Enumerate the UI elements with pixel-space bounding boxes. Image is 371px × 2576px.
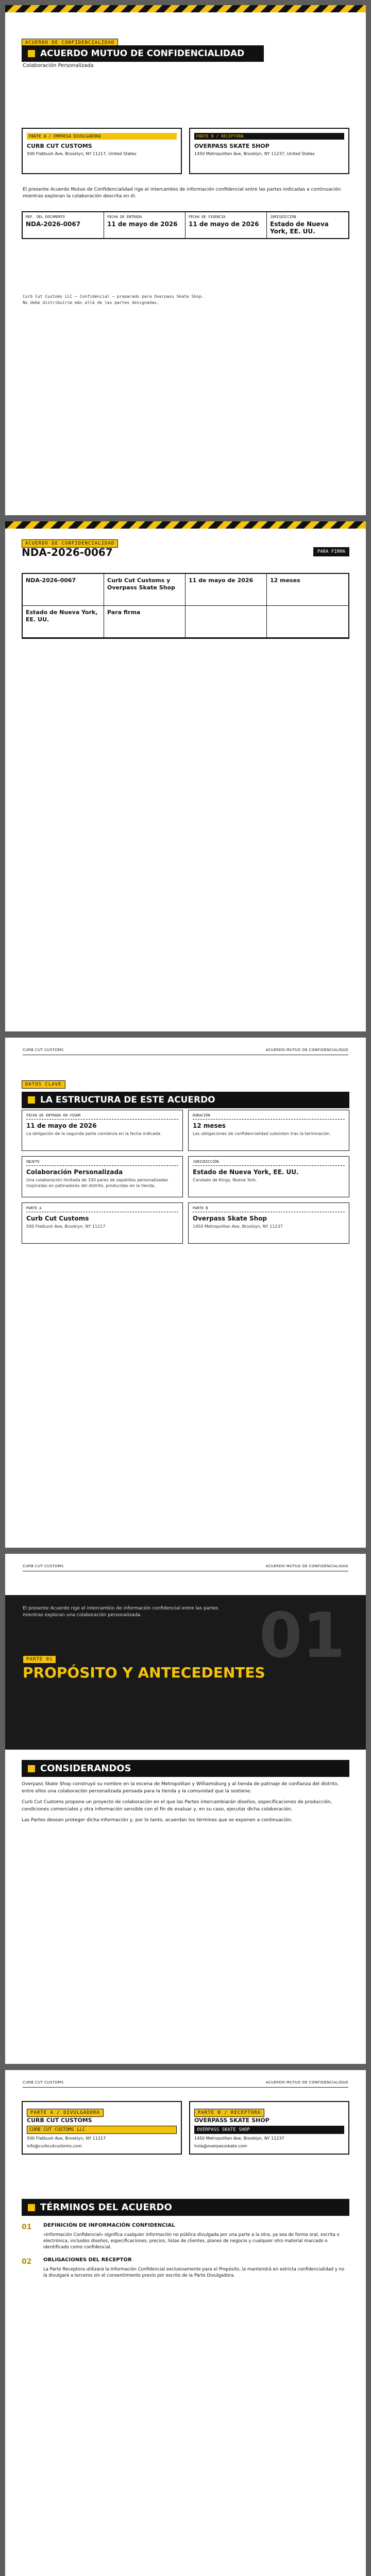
page-terms: [5, 2070, 366, 2576]
document-tag: ACUERDO DE CONFIDENCIALIDAD: [22, 36, 118, 47]
section-hero: 01 El presente Acuerdo rige el intercambio de información confidencial entre las partes mientras exploran una colaboración personalizada. PARTE 01 PROPÓSITO Y ANTECEDENTES: [5, 1595, 366, 1750]
summary-cell: NDA-2026-0067: [23, 574, 104, 606]
party-b-card: PARTE B / RECEPTORA OVERPASS SKATE SHOP 1450 Metropolitan Ave, Brooklyn, NY 11237, United States: [189, 128, 349, 174]
structure-cell: JURISDICCIÓN Estado de Nueva York, EE. UU. Condado de Kings, Nueva York.: [188, 1156, 349, 1197]
section-number: 01: [259, 1600, 345, 1672]
party-row: [22, 2101, 349, 2155]
meta-cell: FECHA DE ENTRADA 11 de mayo de 2026: [104, 212, 185, 238]
bullet-icon: [28, 50, 35, 57]
party-b-card: PARTE B / RECEPTORA OVERPASS SKATE SHOP OVERPASS SKATE SHOP 1450 Metropolitan Ave, Brooklyn, NY 11237 hola@overpassskate.com: [189, 2101, 349, 2155]
page-structure: [5, 1038, 366, 1548]
cover-intro: El presente Acuerdo Mutuo de Confidencialidad rige el intercambio de información confidencial entre las partes indicadas a continuación mientras exploran la colaboración descrita en él.: [23, 187, 341, 199]
summary-cell: [267, 606, 348, 638]
document-subtitle: Colaboración Personalizada: [23, 63, 94, 69]
page-title: ACUERDO MUTUO DE CONFIDENCIALIDAD: [22, 45, 264, 62]
bullet-icon: [28, 1096, 35, 1104]
summary-cell: Estado de Nueva York, EE. UU.: [23, 606, 104, 638]
hazard-stripe: [5, 5, 366, 12]
meta-cell: REF. DEL DOCUMENTO NDA-2026-0067: [23, 212, 104, 238]
running-head: CURB CUT CUSTOMS ACUERDO MUTUO DE CONFIDENCIALIDAD: [23, 1048, 348, 1055]
recitals: CONSIDERANDOS Overpass Skate Shop construyó su nombre en la escena de Metropolitan y Williamsburg y al tienda de patinaje de confianza del distrito, entre ellos una colaboración personalizada pensada para la tienda y la comunidad que la sostiene. Curb Cut Customs propone un proyecto de colaboración en el que las Partes intercambiarán diseños, especificaciones de producción, condiciones comerciales y otra información sensible con el fin de evaluar y, en su caso, ejecutar dicha colaboración. Las Partes desean proteger dicha información y, por lo tanto, acuerdan los términos que se exponen a continuación.: [22, 1760, 349, 1824]
bullet-icon: [28, 1765, 35, 1772]
structure-heading: DATOS CLAVE LA ESTRUCTURA DE ESTE ACUERDO: [22, 1078, 349, 1108]
summary-cell: Curb Cut Customs y Overpass Skate Shop: [104, 574, 185, 606]
party-row: [22, 128, 349, 174]
hazard-stripe: [5, 521, 366, 529]
structure-cell: PARTE B Overpass Skate Shop 1450 Metropolitan Ave, Brooklyn, NY 11237: [188, 1202, 349, 1244]
document-id: NDA-2026-0067: [22, 546, 113, 558]
status-badge: PARA FIRMA: [313, 547, 349, 556]
page-summary: [5, 521, 366, 1031]
structure-grid: [22, 1110, 349, 1244]
summary-cell: Para firma: [104, 606, 185, 638]
meta-cell: FECHA DE VIGENCIA 11 de mayo de 2026: [185, 212, 267, 238]
party-a-card: PARTE A / EMPRESA DIVULGADORA CURB CUT CUSTOMS 500 Flatbush Ave, Brooklyn, NY 11217, United States: [22, 128, 182, 174]
summary-cell: 11 de mayo de 2026: [185, 574, 267, 606]
summary-cell: 12 meses: [267, 574, 348, 606]
structure-cell: DURACIÓN 12 meses Las obligaciones de confidencialidad subsisten tras la terminación.: [188, 1110, 349, 1151]
clause: 02 OBLIGACIONES DEL RECEPTOR La Parte Receptora utilizará la Información Confidencial exclusivamente para el Propósito, la mantendrá en estricta confidencialidad y no la divulgará a terceros sin el consentimiento previo por escrito de la Parte Divulgadora.: [22, 2257, 345, 2279]
cover-footer: Curb Cut Customs LLC — Confidencial — preparado para Overpass Skate Shop. No debe distribuirse más allá de las partes designadas.: [23, 294, 204, 305]
party-a-card: PARTE A / DIVULGADORA CURB CUT CUSTOMS CURB CUT CUSTOMS LLC 500 Flatbush Ave, Brooklyn, NY 11217 info@curbcutcustoms.com: [22, 2101, 182, 2155]
structure-cell: FECHA DE ENTRADA EN VIGOR 11 de mayo de 2026 La obligación de la segunda parte comienza en la fecha indicada.: [22, 1110, 183, 1151]
document-tag: ACUERDO DE CONFIDENCIALIDAD: [22, 537, 118, 548]
structure-cell: PARTE A Curb Cut Customs 500 Flatbush Ave, Brooklyn, NY 11217: [22, 1202, 183, 1244]
meta-cell: JURISDICCIÓN Estado de Nueva York, EE. UU.: [270, 215, 329, 235]
party-a-field[interactable]: CURB CUT CUSTOMS LLC: [27, 2126, 177, 2134]
cover-meta-grid: [22, 211, 349, 239]
terms-section: TÉRMINOS DEL ACUERDO 01 DEFINICIÓN DE INFORMACIÓN CONFIDENCIAL «Información Confidencial» significa cualquier información no pública divulgada por una parte a la otra, ya sea de forma oral, escrita o electrónica, incluidos diseños, especificaciones, precios, listas de clientes, planes de negocio y cualquier otro material marcado o identificado como confidencial. 02 OBLIGACIONES DEL RECEPTOR La Parte Receptora utilizará la Información Confidencial exclusivamente para el Propósito, la mantendrá en estricta confidencialidad y no la divulgará a terceros sin el consentimiento previo por escrito de la Parte Divulgadora.: [22, 2199, 349, 2279]
bullet-icon: [28, 2204, 35, 2211]
running-head: CURB CUT CUSTOMS ACUERDO MUTUO DE CONFIDENCIALIDAD: [23, 2080, 348, 2088]
page-background: [5, 1554, 366, 2064]
section-title: PROPÓSITO Y ANTECEDENTES: [23, 1664, 265, 1681]
summary-cell: [185, 606, 267, 638]
structure-cell: OBJETO Colaboración Personalizada Una colaboración limitada de 100 pares de zapatillas personalizadas inspiradas en patinadores del distrito, producidas en la tienda.: [22, 1156, 183, 1197]
clause: 01 DEFINICIÓN DE INFORMACIÓN CONFIDENCIAL «Información Confidencial» significa cualquier información no pública divulgada por una parte a la otra, ya sea de forma oral, escrita o electrónica, incluidos diseños, especificaciones, precios, listas de clientes, planes de negocio y cualquier otro material marcado o identificado como confidencial.: [22, 2223, 340, 2250]
page-cover: [5, 5, 366, 515]
party-b-field[interactable]: OVERPASS SKATE SHOP: [194, 2126, 344, 2134]
summary-grid: [22, 573, 349, 639]
running-head: CURB CUT CUSTOMS ACUERDO MUTUO DE CONFIDENCIALIDAD: [23, 1564, 348, 1571]
